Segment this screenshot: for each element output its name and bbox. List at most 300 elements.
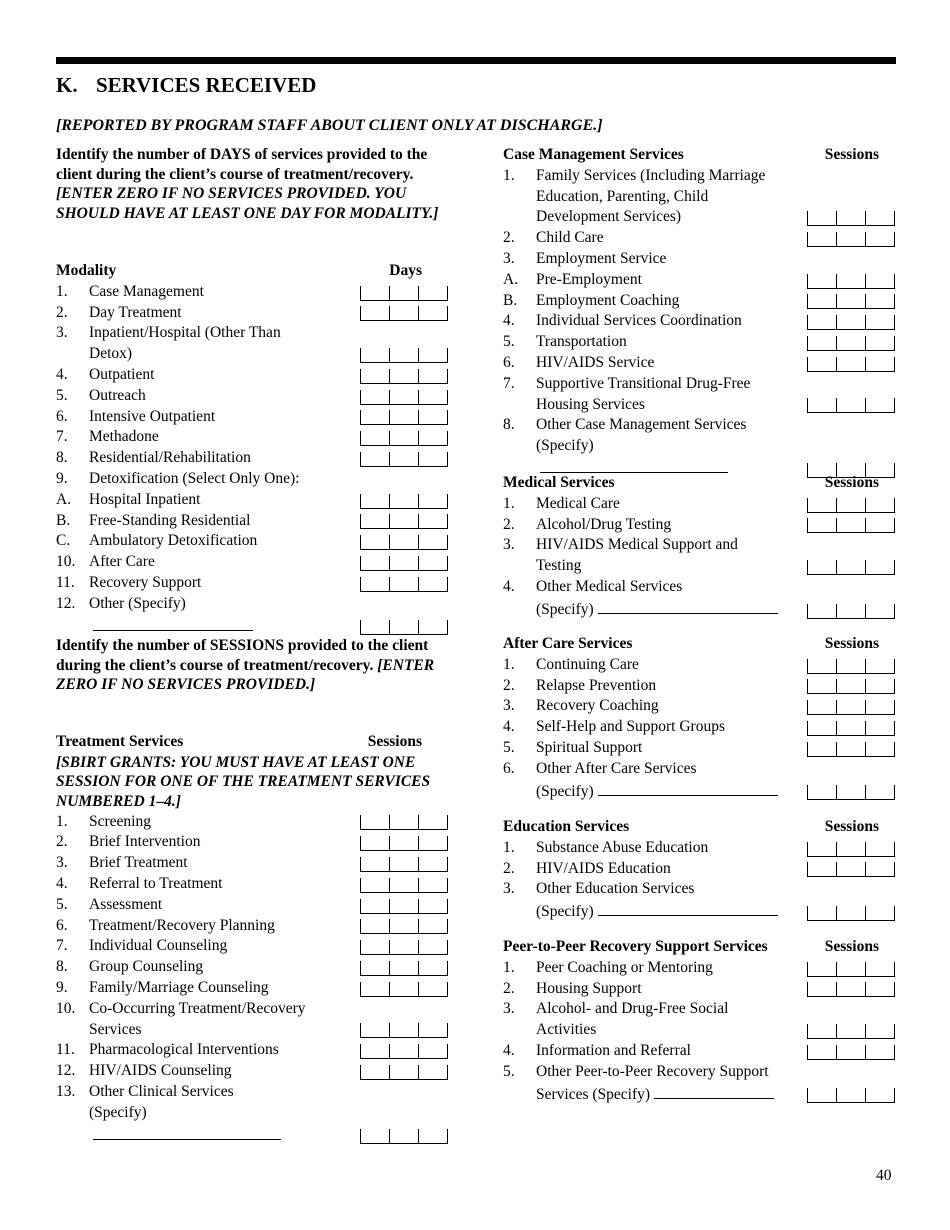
item-label-line xyxy=(536,900,785,923)
count-entry-boxes[interactable] xyxy=(807,518,895,532)
digit-box[interactable] xyxy=(360,348,390,363)
digit-box[interactable] xyxy=(389,369,419,384)
digit-box[interactable] xyxy=(418,1129,448,1144)
digit-box[interactable] xyxy=(807,862,837,877)
sessions-intro xyxy=(56,636,448,695)
item-label-text: Outreach xyxy=(89,386,146,404)
count-entry-boxes[interactable] xyxy=(360,556,448,570)
digit-box[interactable] xyxy=(865,357,895,372)
digit-box[interactable] xyxy=(360,306,390,321)
digit-box[interactable] xyxy=(836,518,866,533)
count-entry-boxes[interactable] xyxy=(807,862,895,876)
digit-box[interactable] xyxy=(389,390,419,405)
item-label-line xyxy=(89,344,338,365)
item-label-line xyxy=(536,1020,785,1041)
specify-input[interactable] xyxy=(598,780,778,796)
digit-box[interactable] xyxy=(389,620,419,635)
digit-box[interactable] xyxy=(865,1045,895,1060)
treatment-section xyxy=(56,732,448,1146)
digit-box[interactable] xyxy=(360,1023,390,1038)
digit-box[interactable] xyxy=(389,286,419,301)
digit-box[interactable] xyxy=(360,452,390,467)
count-entry-boxes[interactable] xyxy=(360,494,448,508)
digit-box[interactable] xyxy=(418,815,448,830)
digit-box[interactable] xyxy=(807,498,837,513)
count-entry-boxes[interactable] xyxy=(360,410,448,424)
count-entry-boxes[interactable] xyxy=(807,1024,895,1038)
count-entry-boxes[interactable] xyxy=(360,836,448,850)
digit-box[interactable] xyxy=(807,336,837,351)
digit-box[interactable] xyxy=(836,785,866,800)
count-entry-boxes[interactable] xyxy=(807,211,895,225)
count-entry-boxes[interactable] xyxy=(360,348,448,362)
digit-box[interactable] xyxy=(807,721,837,736)
digit-box[interactable] xyxy=(836,211,866,226)
digit-box[interactable] xyxy=(418,494,448,509)
digit-box[interactable] xyxy=(865,862,895,877)
digit-box[interactable] xyxy=(865,1088,895,1103)
digit-box[interactable] xyxy=(836,498,866,513)
digit-box[interactable] xyxy=(389,857,419,872)
item-label-text: Other Case Management Services xyxy=(536,416,747,434)
item-label-line xyxy=(536,780,785,803)
digit-box[interactable] xyxy=(418,620,448,635)
digit-box[interactable] xyxy=(389,940,419,955)
digit-box[interactable] xyxy=(836,315,866,330)
digit-box[interactable] xyxy=(865,604,895,619)
digit-box[interactable] xyxy=(418,857,448,872)
item-number: 2. xyxy=(56,833,68,851)
count-entry-boxes[interactable] xyxy=(807,498,895,512)
digit-box[interactable] xyxy=(360,369,390,384)
item-label-text: Information and Referral xyxy=(536,1041,691,1059)
digit-box[interactable] xyxy=(389,556,419,571)
item-label-text: Transportation xyxy=(536,333,627,351)
list-item xyxy=(503,999,895,1041)
treatment-rows xyxy=(56,812,448,1147)
item-label-line xyxy=(536,696,785,717)
digit-box[interactable] xyxy=(389,982,419,997)
item-number: 4. xyxy=(503,1041,515,1059)
item-label-text: Case Management xyxy=(89,282,204,300)
digit-box[interactable] xyxy=(807,906,837,921)
count-entry-boxes[interactable] xyxy=(360,577,448,591)
digit-box[interactable] xyxy=(418,899,448,914)
digit-box[interactable] xyxy=(865,906,895,921)
digit-box[interactable] xyxy=(865,398,895,413)
digit-box[interactable] xyxy=(360,620,390,635)
digit-box[interactable] xyxy=(418,431,448,446)
digit-box[interactable] xyxy=(807,604,837,619)
digit-box[interactable] xyxy=(836,336,866,351)
digit-box[interactable] xyxy=(418,514,448,529)
digit-box[interactable] xyxy=(360,857,390,872)
count-entry-boxes[interactable] xyxy=(807,721,895,735)
digit-box[interactable] xyxy=(389,899,419,914)
specify-input[interactable] xyxy=(93,1124,281,1140)
treatment-title: Treatment Services xyxy=(56,733,184,750)
digit-box[interactable] xyxy=(360,815,390,830)
specify-input[interactable] xyxy=(598,900,778,916)
digit-box[interactable] xyxy=(865,700,895,715)
medical-header xyxy=(503,473,895,494)
digit-box[interactable] xyxy=(418,306,448,321)
after-care-header xyxy=(503,634,895,655)
digit-box[interactable] xyxy=(807,842,837,857)
digit-box[interactable] xyxy=(807,982,837,997)
item-label-line xyxy=(536,676,785,697)
digit-box[interactable] xyxy=(389,1129,419,1144)
item-number: 8. xyxy=(56,958,68,976)
count-entry-boxes[interactable] xyxy=(807,294,895,308)
digit-box[interactable] xyxy=(418,982,448,997)
count-entry-boxes[interactable] xyxy=(360,620,448,634)
digit-box[interactable] xyxy=(865,1024,895,1039)
item-label-text: Other Clinical Services xyxy=(89,1082,234,1100)
digit-box[interactable] xyxy=(836,721,866,736)
count-entry-boxes[interactable] xyxy=(360,919,448,933)
count-entry-boxes[interactable] xyxy=(360,431,448,445)
digit-box[interactable] xyxy=(865,982,895,997)
digit-box[interactable] xyxy=(389,514,419,529)
digit-box[interactable] xyxy=(836,742,866,757)
specify-input[interactable] xyxy=(93,615,253,631)
digit-box[interactable] xyxy=(389,452,419,467)
digit-box[interactable] xyxy=(389,306,419,321)
modality-header xyxy=(56,261,448,282)
count-entry-boxes[interactable] xyxy=(360,1129,448,1143)
item-number: C. xyxy=(56,532,71,550)
count-entry-boxes[interactable] xyxy=(807,679,895,693)
case-management-title: Case Management Services xyxy=(503,146,684,163)
sessions-intro-instruction: [ENTER ZERO IF NO SERVICES PROVIDED.] xyxy=(56,656,435,694)
digit-box[interactable] xyxy=(360,535,390,550)
count-entry-boxes[interactable] xyxy=(360,878,448,892)
digit-box[interactable] xyxy=(865,679,895,694)
count-entry-boxes[interactable] xyxy=(807,962,895,976)
item-label-line xyxy=(89,531,338,552)
digit-box[interactable] xyxy=(865,336,895,351)
count-entry-boxes[interactable] xyxy=(807,357,895,371)
item-label-line xyxy=(89,490,338,511)
digit-box[interactable] xyxy=(807,659,837,674)
count-entry-boxes[interactable] xyxy=(360,452,448,466)
item-number: 2. xyxy=(503,859,515,877)
specify-input[interactable] xyxy=(654,1083,774,1099)
digit-box[interactable] xyxy=(360,390,390,405)
item-number: 1. xyxy=(503,166,515,184)
count-entry-boxes[interactable] xyxy=(360,514,448,528)
count-entry-boxes[interactable] xyxy=(807,336,895,350)
count-entry-boxes[interactable] xyxy=(360,815,448,829)
list-item xyxy=(56,573,448,594)
digit-box[interactable] xyxy=(807,1024,837,1039)
digit-box[interactable] xyxy=(865,721,895,736)
item-label-text: Family/Marriage Counseling xyxy=(89,978,269,996)
digit-box[interactable] xyxy=(836,679,866,694)
digit-box[interactable] xyxy=(360,494,390,509)
item-number: 6. xyxy=(56,407,68,425)
digit-box[interactable] xyxy=(418,1044,448,1059)
list-item xyxy=(503,577,895,621)
page-number: 40 xyxy=(876,1167,892,1184)
digit-box[interactable] xyxy=(360,1044,390,1059)
digit-box[interactable] xyxy=(360,919,390,934)
digit-box[interactable] xyxy=(389,1023,419,1038)
digit-box[interactable] xyxy=(418,286,448,301)
digit-box[interactable] xyxy=(865,294,895,309)
digit-box[interactable] xyxy=(807,357,837,372)
item-label-line xyxy=(89,853,338,874)
digit-box[interactable] xyxy=(360,1129,390,1144)
digit-box[interactable] xyxy=(807,294,837,309)
digit-box[interactable] xyxy=(360,410,390,425)
digit-box[interactable] xyxy=(807,232,837,247)
count-entry-boxes[interactable] xyxy=(807,232,895,246)
modality-rows xyxy=(56,282,448,638)
item-number: 4. xyxy=(503,718,515,736)
item-label-line xyxy=(89,1082,338,1103)
item-number: 8. xyxy=(56,449,68,467)
digit-box[interactable] xyxy=(807,518,837,533)
specify-input[interactable] xyxy=(540,457,728,473)
digit-box[interactable] xyxy=(418,961,448,976)
list-item xyxy=(503,415,895,479)
item-number: 11. xyxy=(56,573,75,591)
specify-input[interactable] xyxy=(598,598,778,614)
digit-box[interactable] xyxy=(807,962,837,977)
count-entry-boxes[interactable] xyxy=(807,274,895,288)
digit-box[interactable] xyxy=(389,410,419,425)
digit-box[interactable] xyxy=(389,815,419,830)
item-label-text: Group Counseling xyxy=(89,958,204,976)
item-number: 3. xyxy=(503,1000,515,1018)
digit-box[interactable] xyxy=(389,961,419,976)
digit-box[interactable] xyxy=(865,315,895,330)
digit-box[interactable] xyxy=(836,398,866,413)
count-entry-boxes[interactable] xyxy=(807,906,895,920)
count-entry-boxes[interactable] xyxy=(807,982,895,996)
count-entry-boxes[interactable] xyxy=(807,842,895,856)
digit-box[interactable] xyxy=(865,785,895,800)
digit-box[interactable] xyxy=(360,1065,390,1080)
digit-box[interactable] xyxy=(836,700,866,715)
digit-box[interactable] xyxy=(418,410,448,425)
count-entry-boxes[interactable] xyxy=(360,369,448,383)
case-management-rows xyxy=(503,166,895,480)
digit-box[interactable] xyxy=(865,274,895,289)
digit-box[interactable] xyxy=(836,294,866,309)
digit-box[interactable] xyxy=(360,878,390,893)
digit-box[interactable] xyxy=(807,315,837,330)
count-entry-boxes[interactable] xyxy=(807,700,895,714)
digit-box[interactable] xyxy=(360,899,390,914)
digit-box[interactable] xyxy=(389,836,419,851)
digit-box[interactable] xyxy=(865,962,895,977)
count-entry-boxes[interactable] xyxy=(807,785,895,799)
list-item xyxy=(56,1040,448,1061)
count-entry-boxes[interactable] xyxy=(807,604,895,618)
item-label-line xyxy=(89,812,338,833)
item-number: 1. xyxy=(503,838,515,856)
count-entry-boxes[interactable] xyxy=(360,982,448,996)
digit-box[interactable] xyxy=(418,348,448,363)
digit-box[interactable] xyxy=(360,514,390,529)
digit-box[interactable] xyxy=(836,1088,866,1103)
digit-box[interactable] xyxy=(418,836,448,851)
count-entry-boxes[interactable] xyxy=(360,899,448,913)
digit-box[interactable] xyxy=(836,982,866,997)
digit-box[interactable] xyxy=(360,431,390,446)
item-label-text: Co-Occurring Treatment/Recovery xyxy=(89,999,306,1017)
count-entry-boxes[interactable] xyxy=(807,315,895,329)
digit-box[interactable] xyxy=(360,961,390,976)
item-label-text: Individual Services Coordination xyxy=(536,312,742,330)
digit-box[interactable] xyxy=(418,1023,448,1038)
digit-box[interactable] xyxy=(360,836,390,851)
digit-box[interactable] xyxy=(807,211,837,226)
digit-box[interactable] xyxy=(418,1065,448,1080)
count-entry-boxes[interactable] xyxy=(360,1044,448,1058)
digit-box[interactable] xyxy=(836,560,866,575)
count-entry-boxes[interactable] xyxy=(807,659,895,673)
count-entry-boxes[interactable] xyxy=(360,1023,448,1037)
count-entry-boxes[interactable] xyxy=(360,961,448,975)
digit-box[interactable] xyxy=(418,452,448,467)
digit-box[interactable] xyxy=(389,1044,419,1059)
digit-box[interactable] xyxy=(836,232,866,247)
item-label-line xyxy=(536,166,785,187)
digit-box[interactable] xyxy=(865,232,895,247)
digit-box[interactable] xyxy=(360,577,390,592)
count-entry-boxes[interactable] xyxy=(360,535,448,549)
list-item xyxy=(503,696,895,717)
list-item xyxy=(503,676,895,697)
digit-box[interactable] xyxy=(836,357,866,372)
list-item xyxy=(503,228,895,249)
digit-box[interactable] xyxy=(836,906,866,921)
digit-box[interactable] xyxy=(418,556,448,571)
count-entry-boxes[interactable] xyxy=(807,1045,895,1059)
digit-box[interactable] xyxy=(360,982,390,997)
digit-box[interactable] xyxy=(807,785,837,800)
after-care-sessions-header: Sessions xyxy=(824,635,879,652)
digit-box[interactable] xyxy=(807,274,837,289)
item-number: 10. xyxy=(56,553,76,571)
digit-box[interactable] xyxy=(389,1065,419,1080)
digit-box[interactable] xyxy=(389,577,419,592)
digit-box[interactable] xyxy=(389,348,419,363)
count-entry-boxes[interactable] xyxy=(360,286,448,300)
digit-box[interactable] xyxy=(807,742,837,757)
item-number: 9. xyxy=(56,978,68,996)
digit-box[interactable] xyxy=(389,535,419,550)
count-entry-boxes[interactable] xyxy=(360,940,448,954)
item-label-line xyxy=(89,1020,338,1041)
digit-box[interactable] xyxy=(836,1045,866,1060)
digit-box[interactable] xyxy=(836,962,866,977)
digit-box[interactable] xyxy=(389,919,419,934)
list-item xyxy=(56,957,448,978)
digit-box[interactable] xyxy=(807,398,837,413)
digit-box[interactable] xyxy=(836,1024,866,1039)
digit-box[interactable] xyxy=(418,940,448,955)
digit-box[interactable] xyxy=(865,742,895,757)
digit-box[interactable] xyxy=(865,518,895,533)
digit-box[interactable] xyxy=(807,1088,837,1103)
item-label-text: Inpatient/Hospital (Other Than xyxy=(89,324,281,342)
item-number: 4. xyxy=(503,312,515,330)
item-number: 10. xyxy=(56,999,76,1017)
digit-box[interactable] xyxy=(865,659,895,674)
digit-box[interactable] xyxy=(418,390,448,405)
digit-box[interactable] xyxy=(360,286,390,301)
digit-box[interactable] xyxy=(865,211,895,226)
digit-box[interactable] xyxy=(418,535,448,550)
count-entry-boxes[interactable] xyxy=(360,390,448,404)
count-entry-boxes[interactable] xyxy=(807,560,895,574)
digit-box[interactable] xyxy=(360,940,390,955)
item-label-line xyxy=(89,594,338,638)
item-label-line xyxy=(536,515,785,536)
item-number: 6. xyxy=(503,759,515,777)
list-item xyxy=(56,365,448,386)
digit-box[interactable] xyxy=(389,494,419,509)
digit-box[interactable] xyxy=(836,842,866,857)
item-label-line xyxy=(536,759,785,780)
digit-box[interactable] xyxy=(807,560,837,575)
digit-box[interactable] xyxy=(807,1045,837,1060)
item-label-line xyxy=(89,386,338,407)
digit-box[interactable] xyxy=(836,604,866,619)
digit-box[interactable] xyxy=(865,842,895,857)
item-label-line xyxy=(89,469,338,490)
item-label-line xyxy=(89,957,338,978)
item-label-line xyxy=(536,838,785,859)
digit-box[interactable] xyxy=(836,659,866,674)
item-number: 2. xyxy=(503,515,515,533)
item-label-text: Continuing Care xyxy=(536,655,639,673)
digit-box[interactable] xyxy=(418,369,448,384)
digit-box[interactable] xyxy=(418,919,448,934)
item-number: 1. xyxy=(503,494,515,512)
item-label-text: Services (Specify) xyxy=(536,1085,651,1103)
count-entry-boxes[interactable] xyxy=(807,398,895,412)
digit-box[interactable] xyxy=(836,862,866,877)
item-label-text: Alcohol- and Drug-Free Social xyxy=(536,1000,729,1018)
digit-box[interactable] xyxy=(836,274,866,289)
count-entry-boxes[interactable] xyxy=(360,857,448,871)
digit-box[interactable] xyxy=(418,878,448,893)
item-label-line xyxy=(536,228,785,249)
count-entry-boxes[interactable] xyxy=(360,306,448,320)
digit-box[interactable] xyxy=(389,878,419,893)
digit-box[interactable] xyxy=(865,498,895,513)
count-entry-boxes[interactable] xyxy=(807,742,895,756)
item-label-text: Activities xyxy=(536,1021,597,1039)
digit-box[interactable] xyxy=(807,679,837,694)
digit-box[interactable] xyxy=(807,700,837,715)
item-number: 12. xyxy=(56,594,76,612)
count-entry-boxes[interactable] xyxy=(807,1088,895,1102)
item-number: 3. xyxy=(503,536,515,554)
count-entry-boxes[interactable] xyxy=(360,1065,448,1079)
digit-box[interactable] xyxy=(360,556,390,571)
digit-box[interactable] xyxy=(389,431,419,446)
digit-box[interactable] xyxy=(865,560,895,575)
digit-box[interactable] xyxy=(418,577,448,592)
item-label-text: Self-Help and Support Groups xyxy=(536,718,725,736)
